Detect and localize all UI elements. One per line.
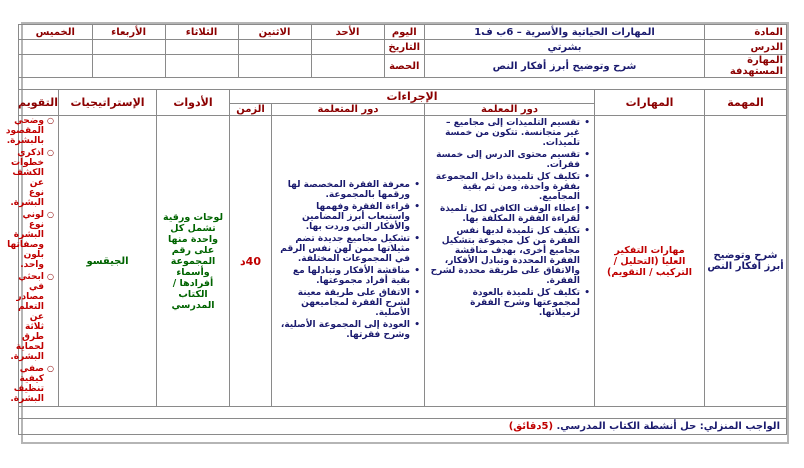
homework-row: [19, 419, 787, 435]
col-strategies: الإستراتيجيات: [59, 90, 157, 116]
days-table: [19, 25, 424, 39]
day-wednesday: الأربعاء: [92, 25, 165, 39]
teacher-item: • تقسيم التلميذات إلى مجاميع – غير متجانسة. تتكون من خمسة تلميذات.: [429, 118, 590, 148]
teacher-item: • تكليف كل تلميذة داخل المجموعة بفقرة واحدة، ومن ثم بقية المجاميع.: [429, 172, 590, 202]
period-label: الحصة: [384, 55, 424, 77]
day-sunday: الأحد: [311, 25, 384, 39]
subject-value: المهارات الحياتية والأسرية – 6ب ف1: [425, 25, 705, 40]
date-label: التاريخ: [384, 40, 424, 54]
teacher-role-cell: [425, 116, 595, 407]
task-cell: شرح وتوضيح أبرز أفكار النص: [705, 116, 787, 407]
col-evaluation: التقويم: [19, 90, 59, 116]
period-cell-5: [19, 55, 92, 77]
spacer-row-2: [19, 407, 787, 419]
student-item: • الاتفاق على طريقة معينة لشرح الفقرة لمجاميعهن الأصلية.: [276, 288, 420, 318]
period-cell-1: [311, 55, 384, 77]
lesson-value: بشرتي: [425, 40, 705, 55]
col-skills: المهارات: [595, 90, 705, 116]
evaluation-item: ○ اذكري خطوات الكشف عن نوع البشرة.: [23, 148, 54, 208]
lesson-plan-table: [5, 24, 787, 435]
student-role-list: [272, 180, 424, 340]
student-item: • قراءة الفقرة وفهمها واستيعاب أبرز المضامين والأفكار التي وردت بها.: [276, 202, 420, 232]
date-cell-2: [238, 40, 311, 54]
teacher-item: • تكليف كل تلميذة بالعودة لمجموعتها وشرح الفقرة لزميلاتها.: [429, 288, 590, 318]
date-cell-3: [165, 40, 238, 54]
col-teacher-role: دور المعلمة: [425, 104, 595, 116]
student-item: • العودة إلى المجموعة الأصلية، وشرح فقرتها.: [276, 320, 420, 340]
period-table: [19, 55, 424, 77]
spacer-row: [19, 78, 787, 90]
subject-label: المادة: [705, 25, 787, 40]
evaluation-item: ○ ابحثي في مصادر التعلم عن ثلاثة طرق لحماية البشرة.: [23, 272, 54, 362]
student-role-cell: [272, 116, 425, 407]
skills-cell: مهارات التفكير العليا (التحليل / التركيب / التقويم): [595, 116, 705, 407]
strategies-cell: الجيقسو: [59, 116, 157, 407]
teacher-item: • تقسيم محتوى الدرس إلى خمسة فقرات.: [429, 150, 590, 170]
day-tuesday: الثلاثاء: [165, 25, 238, 39]
date-table: [19, 40, 424, 54]
col-student-role: دور المتعلمة: [272, 104, 425, 116]
col-time: الزمن: [230, 104, 272, 116]
day-label: اليوم: [384, 25, 424, 39]
day-monday: الاثنين: [238, 25, 311, 39]
time-cell: 40د: [230, 116, 272, 407]
col-procedures: الإجراءات: [230, 90, 595, 104]
period-cell-2: [238, 55, 311, 77]
date-cell-5: [19, 40, 92, 54]
evaluation-item: ○ لوني نوع البشرة وصفاتها بلون واحد.: [23, 210, 54, 270]
target-skill-value: شرح وتوضيح أبرز أفكار النص: [425, 55, 705, 78]
homework-text: الواجب المنزلي: حل أنشطة الكتاب المدرسي.: [556, 421, 780, 432]
date-cell-4: [92, 40, 165, 54]
teacher-item: • إعطاء الوقت الكافي لكل تلميذة لقراءة الفقرة المكلفة بها.: [429, 204, 590, 224]
student-item: • مناقشة الأفكار وتبادلها مع بقية أفراد مجموعتها.: [276, 266, 420, 286]
target-skill-label: المهارة المستهدفة: [705, 55, 787, 78]
teacher-item: • تكليف كل تلميذة لديها نفس الفقرة من كل مجموعة بتشكيل مجاميع أخرى، بهدف مناقشة الفقرة المحددة وتبادل الأفكار، والاتفاق على طريقة محددة لشرح الفقرة.: [429, 226, 590, 286]
tools-cell: لوحات ورقية تشمل كل واحدة منها على رقم المجموعة وأسماء أفرادها / الكتاب المدرسي: [157, 116, 230, 407]
col-task: المهمة: [705, 90, 787, 116]
evaluation-cell: [5, 116, 59, 407]
col-tools: الأدوات: [157, 90, 230, 116]
date-cell-1: [311, 40, 384, 54]
lesson-plan-frame: [5, 22, 789, 444]
lesson-label: الدرس: [705, 40, 787, 55]
period-cell-4: [92, 55, 165, 77]
evaluation-item: ○ وضحي المقصود بالبشرة.: [23, 116, 54, 146]
day-thursday: الخميس: [19, 25, 92, 39]
evaluation-list: [5, 116, 58, 404]
teacher-role-list: [425, 118, 594, 318]
period-cell-3: [165, 55, 238, 77]
evaluation-item: ○ صفي كيفية تنظيف البشرة.: [23, 364, 54, 404]
student-item: • تشكيل مجاميع جديدة تضم مثيلاتها ممن لهن نفس الرقم في المجموعات المختلفة.: [276, 234, 420, 264]
student-item: • معرفة الفقرة المخصصة لها ورقمها بالمجموعة.: [276, 180, 420, 200]
homework-time: (5دقائق): [508, 421, 554, 432]
